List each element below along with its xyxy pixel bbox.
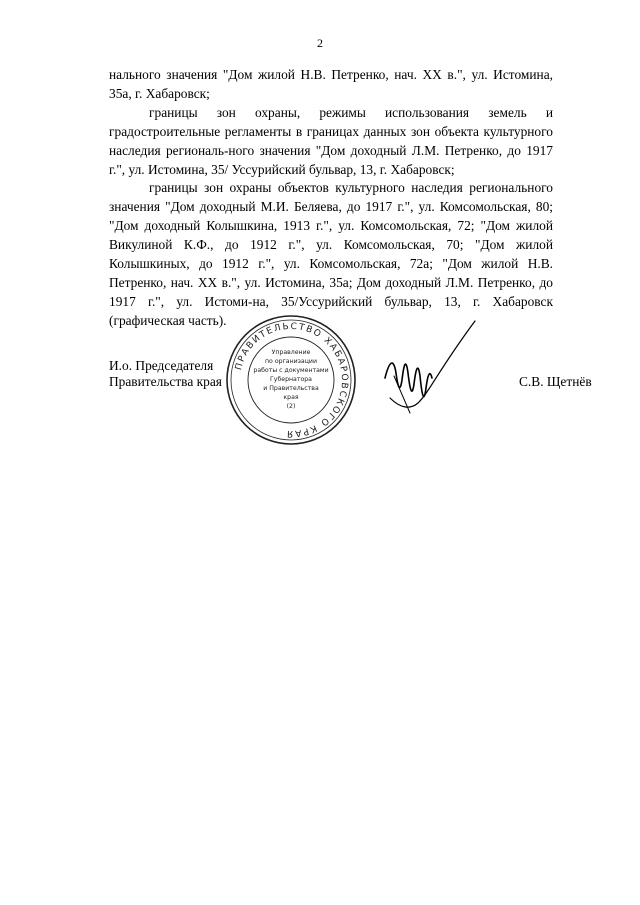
stamp-center-line: по организации <box>265 358 317 365</box>
page-number: 2 <box>317 36 323 50</box>
signer-title-line-1: И.о. Председателя <box>109 358 214 373</box>
handwritten-signature <box>380 318 480 428</box>
signer-title-line-2: Правительства края <box>109 374 222 389</box>
paragraph-2: границы зон охраны, режимы использования земель и градостроительные регламенты в границах данных зон объекта культурного наследия региональ-ного значения "Дом доходный Л.М. Петренко, до 1917 г.", ул. Истомина, 35/ Уссурийский бульвар, 13, г. Хабаровск; <box>109 104 553 177</box>
signer-title <box>109 358 222 390</box>
signer-name: С.В. Щетнёв <box>519 374 592 389</box>
stamp-center-line: Губернатора <box>270 376 312 383</box>
paragraph-3: границы зон охраны объектов культурного наследия регионального значения "Дом доходный М.И. Беляева, до 1917 г.", ул. Комсомольская, 80; "Дом доходный Колышкина, 1913 г.", ул. Комсомольская, 72; "Дом жилой Викулиной К.Ф., до 1912 г.", ул. Комсомольская, 70; "Дом жилой Колышкиных, до 1912 г.", ул. Комсомольская, 72а; "Дом жилой Н.В. Петренко, нач. XX в.", ул. Истомина, 35а; Дом доходный Л.М. Петренко, до 1917 г.", ул. Истоми-на, 35/Уссурийский бульвар, 13, г. Хабаровск (графическая часть). <box>109 180 553 328</box>
stamp-ring-text: ПРАВИТЕЛЬСТВО ХАБАРОВСКОГО КРАЯ <box>233 321 350 439</box>
stamp-center-line: работы с документами <box>253 367 329 374</box>
stamp-center-line: Управление <box>271 349 311 356</box>
stamp-center-line: края <box>283 394 299 401</box>
paragraph-1: нального значения "Дом жилой Н.В. Петренко, нач. XX в.", ул. Истомина, 35а, г. Хабаровск; <box>109 67 553 101</box>
stamp-center-line: и Правительства <box>263 385 319 392</box>
official-stamp <box>224 313 358 447</box>
stamp-center-line: (2) <box>286 403 296 410</box>
